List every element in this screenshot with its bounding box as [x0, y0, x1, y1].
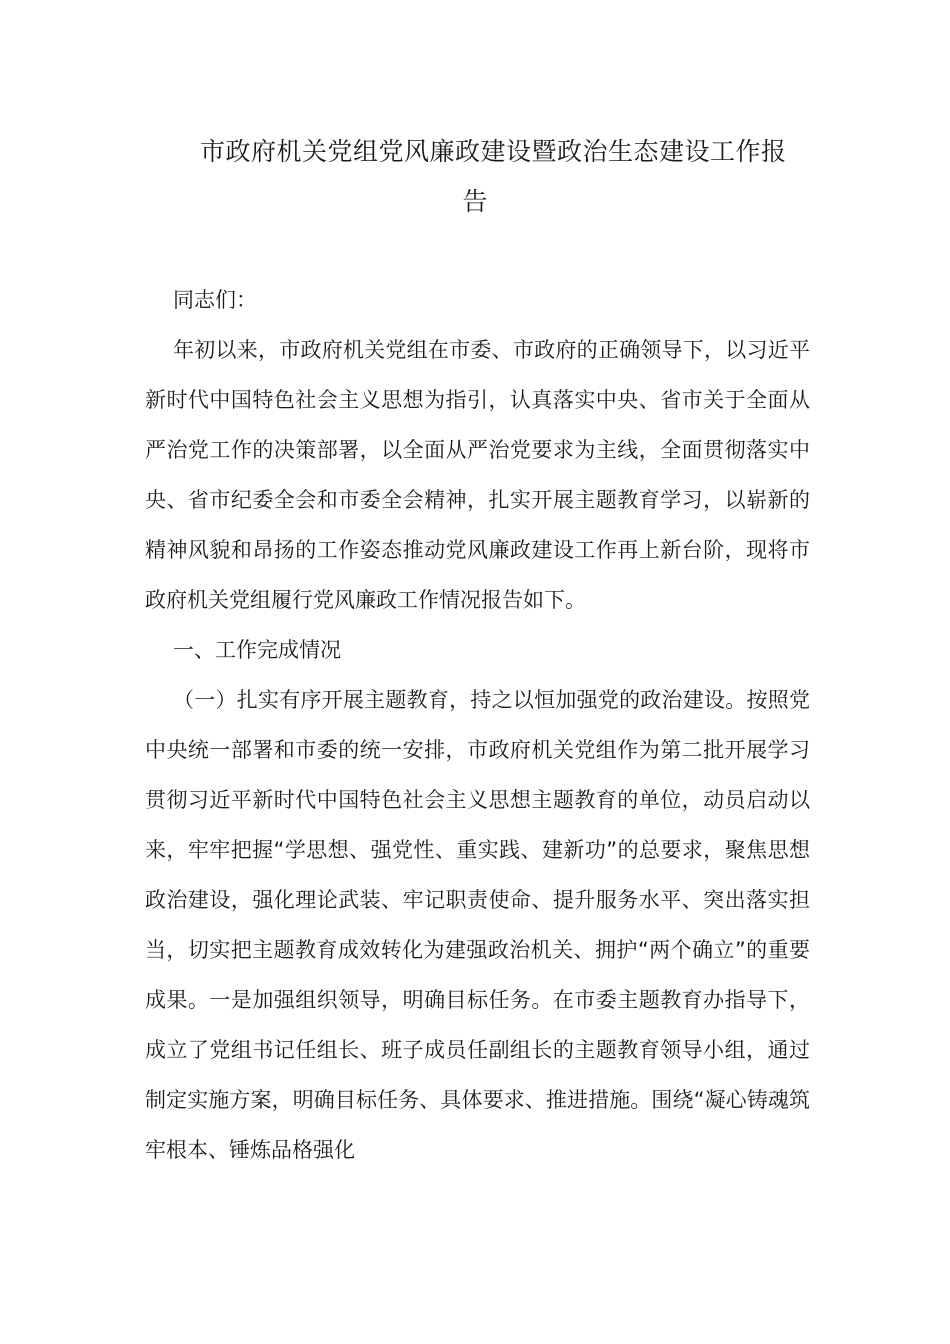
paragraph-intro: 年初以来，市政府机关党组在市委、市政府的正确领导下，以习近平新时代中国特色社会主义思想为指引，认真落实中央、省市关于全面从严治党工作的决策部署，以全面从严治党要求为主线，全面贯彻落实中央、省市纪委全会和市委全会精神，扎实开展主题教育学习，以崭新的精神风貌和昂扬的工作姿态推动党风廉政建设工作再上新台阶，现将市政府机关党组履行党风廉政工作情况报告如下。	[145, 338, 810, 612]
salutation: 同志们：	[173, 288, 257, 312]
document-body	[145, 275, 810, 1175]
paragraph-section-1-1: （一）扎实有序开展主题教育，持之以恒加强党的政治建设。按照党中央统一部署和市委的统一安排，市政府机关党组作为第二批开展学习贯彻习近平新时代中国特色社会主义思想主题教育的单位，动员启动以来，牢牢把握“学思想、强党性、重实践、建新功”的总要求，聚焦思想政治建设，强化理论武装、牢记职责使命、提升服务水平、突出落实担当，切实把主题教育成效转化为建强政治机关、拥护“两个确立”的重要成果。一是加强组织领导，明确目标任务。在市委主题教育办指导下，成立了党组书记任组长、班子成员任副组长的主题教育领导小组，通过制定实施方案，明确目标任务、具体要求、推进措施。围绕“凝心铸魂筑牢根本、锤炼品格强化	[145, 688, 810, 1162]
section-heading-1: 一、工作完成情况	[173, 638, 341, 662]
document-title-line-2: 告	[462, 187, 488, 216]
document-title-line-1: 市政府机关党组党风廉政建设暨政治生态建设工作报	[200, 137, 787, 166]
